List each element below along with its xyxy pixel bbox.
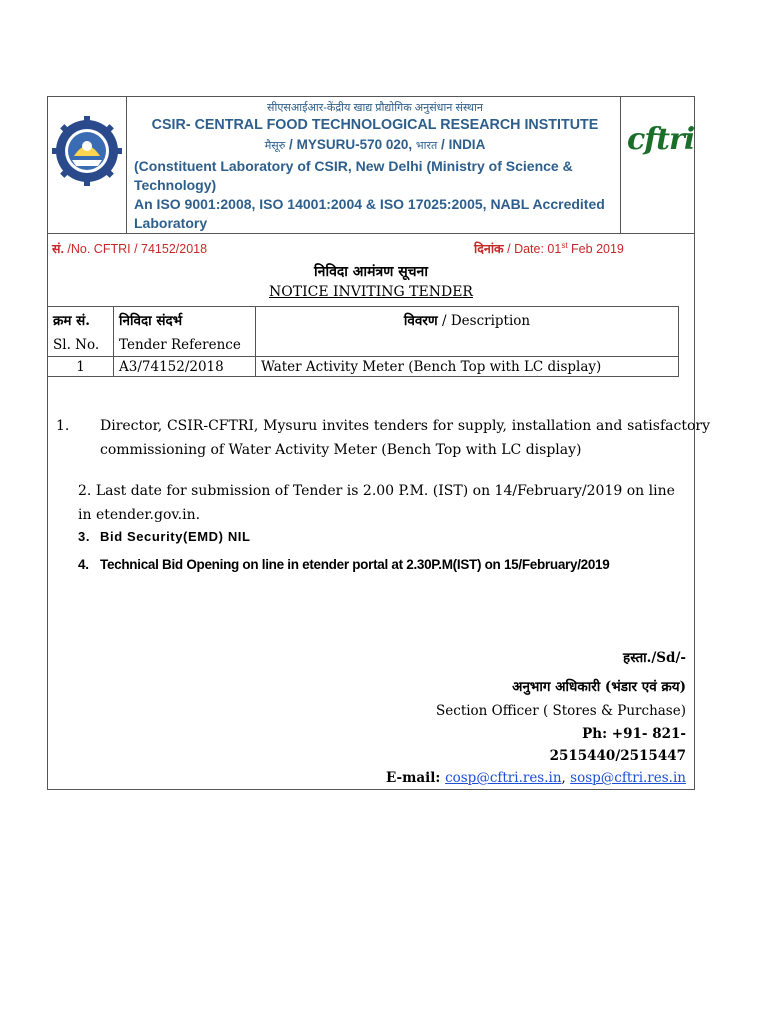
col-desc-en: Description <box>450 313 531 329</box>
list-item <box>56 414 710 462</box>
phone-line-2: 2515440/2515447 <box>549 748 686 764</box>
logo-cell <box>47 96 127 234</box>
table-header-row <box>48 307 679 333</box>
list-item <box>78 553 688 577</box>
brand-cell <box>620 96 695 234</box>
email-link-cosp[interactable]: cosp@cftri.res.in <box>445 770 562 786</box>
ref-no-value: /No. CFTRI / 74152/2018 <box>63 242 208 256</box>
officer-title: Section Officer ( Stores & Purchase) <box>436 703 686 719</box>
country-hindi: भारत <box>415 140 438 152</box>
notice-title-text: NOTICE INVITING TENDER <box>269 284 473 300</box>
item-number: 4. <box>78 557 89 572</box>
list-item <box>78 479 688 527</box>
institute-city <box>134 137 616 153</box>
col-sl-hindi: क्रम सं. <box>48 307 114 333</box>
notice-title <box>47 284 695 300</box>
ref-no-hindi: सं. <box>52 242 64 256</box>
col-ref-hindi: निविदा संदर्भ <box>114 307 256 333</box>
item-number: 2. <box>78 483 92 499</box>
csir-logo-icon <box>52 116 122 186</box>
date-suffix: st <box>561 240 568 250</box>
col-description-header <box>256 307 679 357</box>
item-text: Technical Bid Opening on line in etender portal at 2.30P.M(IST) on 15/February/2019 <box>100 557 610 572</box>
date-rest: Feb 2019 <box>567 242 624 256</box>
tender-table <box>47 306 679 377</box>
row-ref: A3/74152/2018 <box>114 357 256 377</box>
phone-line-1: Ph: +91- 821- <box>582 726 686 742</box>
table-row <box>48 357 679 377</box>
row-sl: 1 <box>48 357 114 377</box>
officer-title-hindi: अनुभाग अधिकारी (भंडार एवं क्रय) <box>512 679 686 695</box>
letterhead <box>47 96 695 234</box>
constituent-note: (Constituent Laboratory of CSIR, New Delhi (Ministry of Science & Technology) <box>134 158 573 193</box>
city-separator: / <box>289 137 293 152</box>
country-separator: / <box>441 137 445 152</box>
date-hindi: दिनांक <box>474 242 504 256</box>
iso-accreditation: An ISO 9001:2008, ISO 14001:2004 & ISO 17025:2005, NABL Accredited Laboratory <box>134 196 605 231</box>
institute-name-hindi: सीएसआईआर-केंद्रीय खाद्य प्रौद्योगिक अनुसंधान संस्थान <box>267 102 483 114</box>
cftri-brand-logo: cftri <box>627 122 695 157</box>
city-hindi: मैसूरु <box>264 140 286 152</box>
col-desc-sep: / <box>437 313 451 329</box>
reference-date <box>474 240 624 257</box>
row-desc: Water Activity Meter (Bench Top with LC display) <box>256 357 679 377</box>
reference-number <box>52 240 207 257</box>
item-number: 3. <box>78 529 91 544</box>
email-label: E-mail: <box>385 770 446 786</box>
item-text: Director, CSIR-CFTRI, Mysuru invites tenders for supply, installation and satisfactory commissioning of Water Activity Meter (Bench Top with LC display) <box>100 418 710 458</box>
notice-title-hindi: निविदा आमंत्रण सूचना <box>314 264 428 280</box>
item-number: 1. <box>56 418 70 434</box>
signature-sd: हस्ता./Sd/- <box>623 650 686 666</box>
city-name: MYSURU-570 020, <box>296 137 413 152</box>
item-text: Bid Security(EMD) NIL <box>100 529 251 544</box>
col-sl-en: Sl. No. <box>48 333 114 357</box>
email-link-sosp[interactable]: sosp@cftri.res.in <box>570 770 686 786</box>
institute-name: CSIR- CENTRAL FOOD TECHNOLOGICAL RESEARCH INSTITUTE <box>151 117 599 133</box>
col-desc-hindi: विवरण <box>403 313 438 329</box>
email-line <box>386 770 686 786</box>
list-item <box>78 525 688 549</box>
item-text: Last date for submission of Tender is 2.00 P.M. (IST) on 14/February/2019 on line in etender.gov.in. <box>78 483 675 523</box>
email-separator: , <box>561 770 571 786</box>
date-label: / Date: 01 <box>503 242 562 256</box>
col-ref-en: Tender Reference <box>114 333 256 357</box>
country-name: INDIA <box>448 137 486 152</box>
